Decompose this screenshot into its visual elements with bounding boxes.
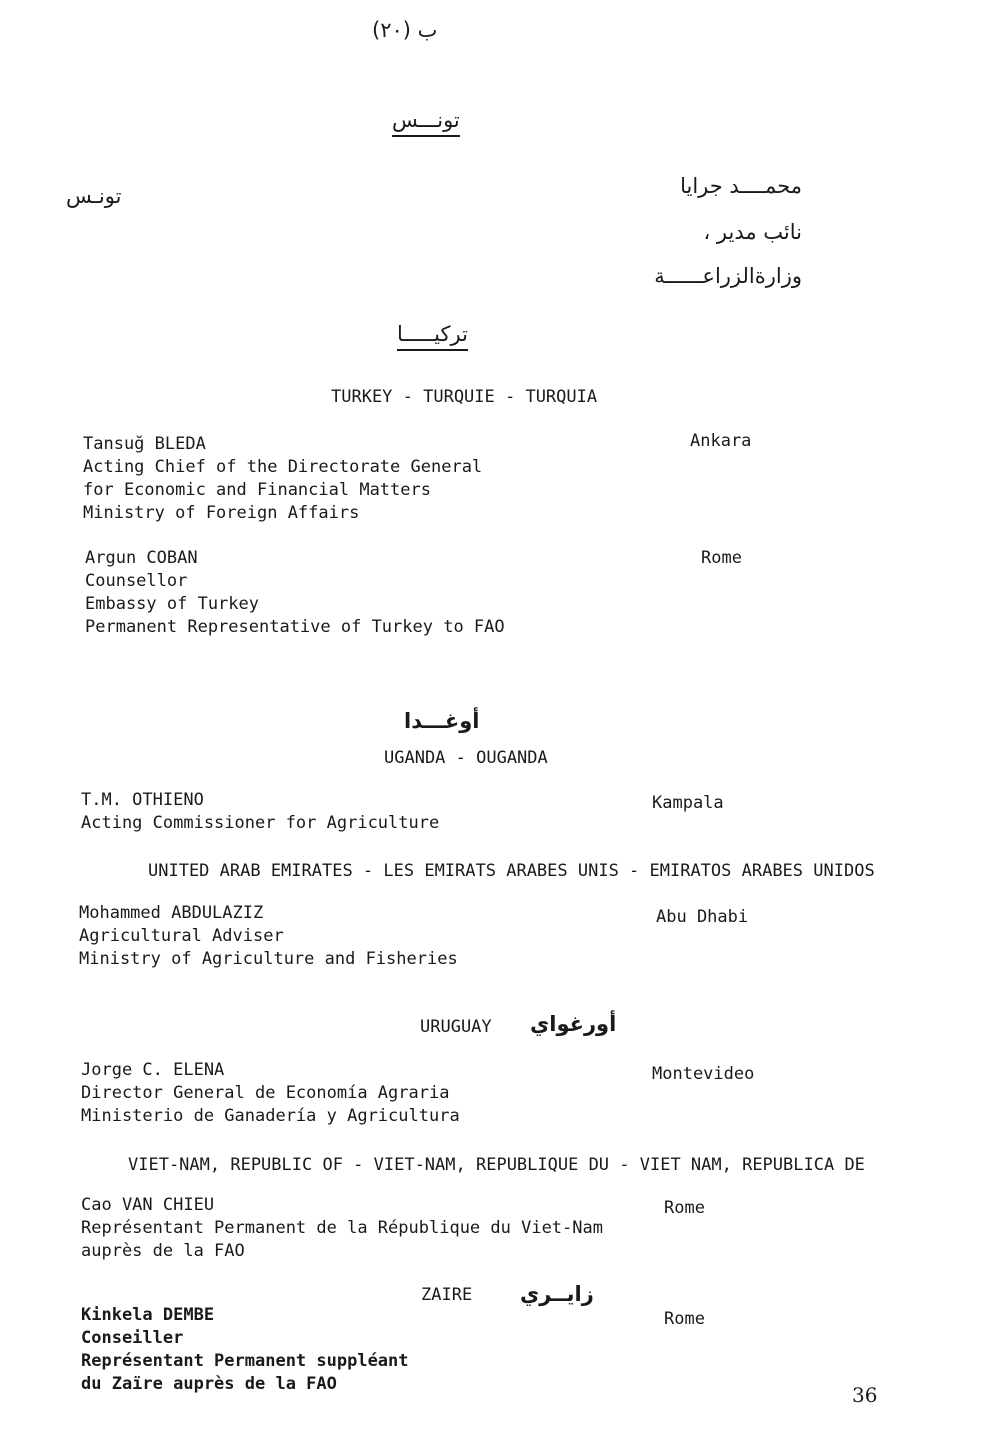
tunisia-heading-arabic: تونـــس [392,108,460,137]
tunisia-delegate-line-3: وزارةالزراعــــــة [654,264,802,288]
delegate-org: Ministerio de Ganadería y Agricultura [81,1106,460,1126]
delegate-title: for Economic and Financial Matters [83,480,431,500]
delegate-title: Permanent Representative of Turkey to FAO [85,617,505,637]
tunisia-delegate-line-2: نائب مدير ، [703,220,802,244]
uae-delegate-1 [79,902,458,971]
delegate-name: Tansuğ BLEDA [83,434,206,454]
delegate-title: auprès de la FAO [81,1241,245,1261]
delegate-name: Cao VAN CHIEU [81,1195,215,1215]
delegate-title: Acting Commissioner for Agriculture [81,813,440,833]
delegate-location: Kampala [652,793,724,813]
delegate-title: Représentant Permanent de la République du Viet-Nam [81,1218,603,1238]
delegate-name: Kinkela DEMBE [81,1305,215,1325]
tunisia-delegate-line-1: محمــــد جرايا [680,174,802,198]
delegate-title: du Zaïre auprès de la FAO [81,1374,337,1394]
delegate-location: Rome [664,1309,705,1329]
delegate-location: Montevideo [652,1064,755,1084]
delegate-location: Rome [664,1198,705,1218]
delegate-title: Counsellor [85,571,188,591]
delegate-name: Argun COBAN [85,548,198,568]
uruguay-heading: URUGUAY [420,1017,492,1037]
delegate-title: Agricultural Adviser [79,926,284,946]
turkey-delegate-2 [85,547,505,639]
delegate-title: Représentant Permanent suppléant [81,1351,409,1371]
delegate-location: Ankara [690,431,752,451]
arabic-page-reference: ب (٢٠) [372,18,438,42]
delegate-name: T.M. OTHIENO [81,790,204,810]
vietnam-heading: VIET-NAM, REPUBLIC OF - VIET-NAM, REPUBLIQUE DU - VIET NAM, REPUBLICA DE [128,1155,865,1175]
zaire-heading: ZAIRE [421,1285,473,1305]
turkey-heading: TURKEY - TURQUIE - TURQUIA [331,387,598,407]
turkey-heading-arabic: تركيـــــا [397,322,468,351]
delegate-name: Mohammed ABDULAZIZ [79,903,264,923]
zaire-delegate-1 [81,1304,409,1396]
uae-heading: UNITED ARAB EMIRATES - LES EMIRATS ARABES UNIS - EMIRATOS ARABES UNIDOS [148,861,875,881]
delegate-location: Rome [701,548,742,568]
delegate-name: Jorge C. ELENA [81,1060,225,1080]
vietnam-delegate-1 [81,1194,603,1263]
delegate-title: Director General de Economía Agraria [81,1083,450,1103]
tunisia-location-arabic: تونـس [66,184,122,208]
uganda-heading-arabic: أوغـــدا [404,709,480,733]
delegate-title: Conseiller [81,1328,184,1348]
delegate-org: Embassy of Turkey [85,594,259,614]
delegate-org: Ministry of Foreign Affairs [83,503,360,523]
delegate-location: Abu Dhabi [656,907,749,927]
zaire-heading-arabic: زايــري [520,1282,594,1306]
page-number: 36 [852,1383,878,1407]
delegate-org: Ministry of Agriculture and Fisheries [79,949,458,969]
delegate-title: Acting Chief of the Directorate General [83,457,483,477]
uganda-heading: UGANDA - OUGANDA [384,748,548,768]
uruguay-heading-arabic: أورغواي [530,1012,617,1036]
uruguay-delegate-1 [81,1059,460,1128]
uganda-delegate-1 [81,789,439,835]
turkey-delegate-1 [83,433,482,525]
